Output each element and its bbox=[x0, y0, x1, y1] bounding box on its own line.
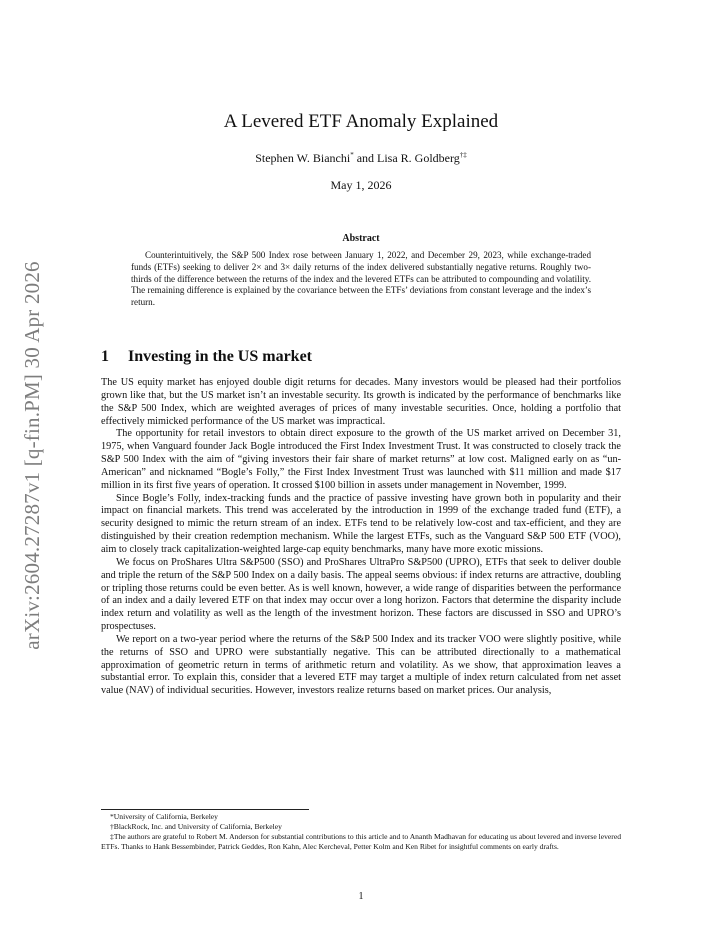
page-number: 1 bbox=[358, 891, 364, 902]
footnote: †BlackRock, Inc. and University of California, Berkeley bbox=[110, 822, 282, 832]
section-number: 1 bbox=[101, 348, 109, 365]
body-paragraph: Since Bogle’s Folly, index-tracking funds and the practice of passive investing have grown both in popularity and their impact on financial markets. This trend was accelerated by the introduction in 1999 of the exchange traded fund (ETF), a security designed to mimic the return stream of an index. ETFs tend to be relatively low-cost and tax-efficient, and they are distinguished by their creation redemption mechanism. While the largest ETFs, such as the Vanguard S&P 500 ETF (VOO), aim to closely track capitalization-weighted large-cap equity benchmarks, many have more exotic missions. bbox=[101, 492, 621, 555]
abstract-text: Counterintuitively, the S&P 500 Index rose between January 1, 2022, and December 29, 2023, while exchange-traded funds (ETFs) seeking to deliver 2× and 3× daily returns of the index delivered substantially negative returns. Roughly two-thirds of the difference between the returns of the index and the levered ETFs can be attributed to compounding and volatility. The remaining difference is explained by the covariance between the ETFs’ deviations from constant leverage and the index’s return. bbox=[131, 250, 591, 308]
author-name: Stephen W. Bianchi bbox=[255, 151, 351, 165]
arxiv-identifier-text: arXiv:2604.27287v1 [q-fin.PM] 30 Apr 2026 bbox=[19, 260, 44, 650]
arxiv-identifier-stamp bbox=[12, 255, 52, 655]
footnote: *University of California, Berkeley bbox=[110, 812, 218, 821]
section-title: Investing in the US market bbox=[128, 348, 313, 365]
paper-title: A Levered ETF Anomaly Explained bbox=[223, 111, 499, 132]
body-paragraph: The opportunity for retail investors to obtain direct exposure to the growth of the US market arrived on December 31, 1975, when Vanguard founder Jack Bogle introduced the First Index Investment Trust. It was constructed to closely track the S&P 500 Index with the aim of “giving investors their fair share of market returns” at low cost. Maligned early on as “un-American” and nicknamed “Bogle’s Folly,” the First Index Investment Trust was launched with $11 million and made $17 million in its first five years of operation. It crossed $100 billion in assets under management in November, 1999. bbox=[101, 428, 621, 491]
footnote: ‡The authors are grateful to Robert M. Anderson for substantial contributions to this article and to Ananth Madhavan for educating us about levered and inverse levered ETFs. Thanks to Hank Bessembinder, Patrick Geddes, Ron Kahn, Alec Kercheval, Petter Kolm and Ken Ribet for insightful comments on early drafts. bbox=[101, 832, 621, 852]
paper-date: May 1, 2026 bbox=[330, 178, 392, 192]
author-affiliation-mark: †‡ bbox=[459, 151, 467, 159]
body-paragraph: We focus on ProShares Ultra S&P500 (SSO) and ProShares UltraPro S&P500 (UPRO), ETFs that seek to deliver double and triple the return of the S&P 500 Index on a daily basis. The appeal seems obvious: if index returns are attractive, doubling or tripling those returns could be even better. As is well known, however, a wide range of disparities between the performance of an index and a daily levered ETF on that index may occur over a long horizon. Factors that determine the disparity include index return and volatility as well as the length of the investment horizon. These factors are discussed in SSO and UPRO’s prospectuses. bbox=[101, 556, 621, 633]
body-paragraph: The US equity market has enjoyed double digit returns for decades. Many investors would be pleased had their portfolios grown like that, but the US market isn’t an investable security. Its growth is indicated by the performance of benchmarks like the S&P 500 Index, which are weighted averages of prices of many investable securities. Once, holding a portfolio that effectively mimicked performance of the US market was impractical. bbox=[101, 377, 621, 427]
author-name: Lisa R. Goldberg bbox=[377, 151, 460, 165]
author-affiliation-mark: * bbox=[350, 151, 354, 159]
author-line bbox=[101, 151, 621, 166]
section-heading bbox=[101, 348, 621, 366]
footnotes bbox=[101, 812, 621, 852]
author-conjunction: and bbox=[353, 151, 378, 165]
abstract-heading: Abstract bbox=[342, 233, 380, 244]
body-paragraph: We report on a two-year period where the returns of the S&P 500 Index and its tracker VOO were slightly positive, while the returns of SSO and UPRO were substantially negative. This can be attributed directionally to a mathematical approximation of geometric return in terms of arithmetic return and volatility. As we show, that approximation leaves a substantial error. To explain this, consider that a levered ETF may target a multiple of index return calculated from net asset value (NAV) of individual securities. However, investors realize returns based on market prices. Our analysis, bbox=[101, 633, 621, 697]
footnote-divider bbox=[101, 809, 309, 810]
section-body bbox=[101, 377, 621, 698]
